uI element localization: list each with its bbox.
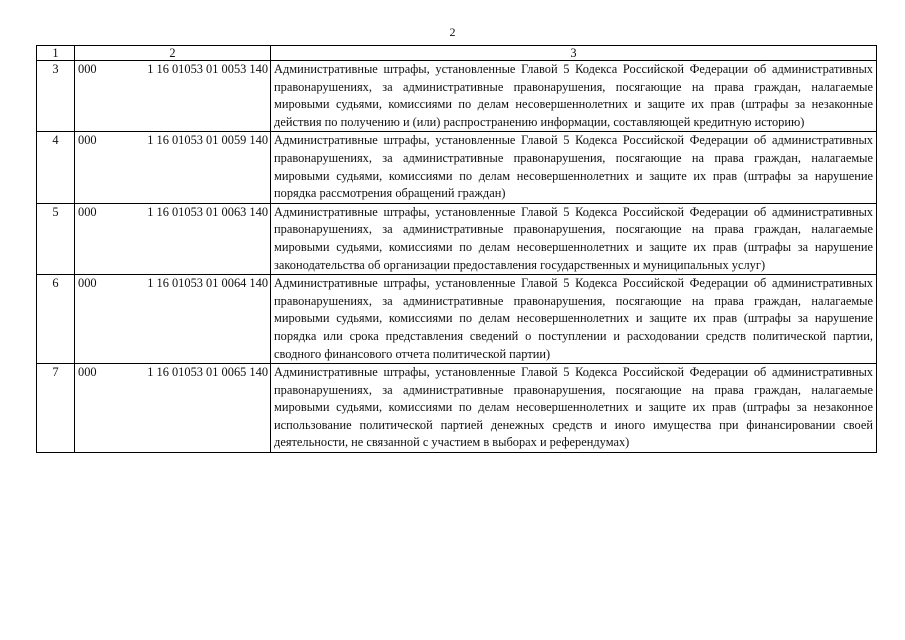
budget-classification-code: 1 16 01053 01 0064 140: [119, 275, 271, 364]
row-number: 4: [37, 132, 75, 203]
admin-code: 000: [75, 275, 119, 364]
table-row: [37, 364, 877, 453]
table-row: [37, 275, 877, 364]
page-number: 2: [449, 25, 456, 39]
row-number: 5: [37, 203, 75, 274]
budget-classification-code: 1 16 01053 01 0065 140: [119, 364, 271, 453]
row-description: Административные штрафы, установленные Главой 5 Кодекса Российской Федерации об административных правонарушениях, за административные правонарушения, посягающие на права граждан, налагаемые мировыми судьями, комиссиями по делам несовершеннолетних и защите их прав (штрафы за нарушение порядка рассмотрения обращений граждан): [271, 132, 877, 203]
admin-code: 000: [75, 132, 119, 203]
admin-code: 000: [75, 203, 119, 274]
row-description: Административные штрафы, установленные Главой 5 Кодекса Российской Федерации об административных правонарушениях, за административные правонарушения, посягающие на права граждан, налагаемые мировыми судьями, комиссиями по делам несовершеннолетних и защите их прав (штрафы за незаконные действия по получению и (или) распространению информации, составляющей кредитную историю): [271, 61, 877, 132]
admin-code: 000: [75, 364, 119, 453]
budget-classification-code: 1 16 01053 01 0053 140: [119, 61, 271, 132]
table-row: [37, 203, 877, 274]
header-col-2: 2: [75, 46, 271, 61]
table-row: [37, 61, 877, 132]
row-description: Административные штрафы, установленные Главой 5 Кодекса Российской Федерации об административных правонарушениях, за административные правонарушения, посягающие на права граждан, налагаемые мировыми судьями, комиссиями по делам несовершеннолетних и защите их прав (штрафы за незаконное использование политической партией денежных средств и иного имущества при финансировании своей деятельности, не связанной с участием в выборах и референдумах): [271, 364, 877, 453]
table-header-row: [37, 46, 877, 61]
row-description: Административные штрафы, установленные Главой 5 Кодекса Российской Федерации об административных правонарушениях, за административные правонарушения, посягающие на права граждан, налагаемые мировыми судьями, комиссиями по делам несовершеннолетних и защите их прав (штрафы за нарушение порядка или срока представления сведений о поступлении и расходовании средств политической партии, сводного финансового отчета политической партии): [271, 275, 877, 364]
budget-codes-table: [36, 45, 877, 453]
row-number: 3: [37, 61, 75, 132]
budget-classification-code: 1 16 01053 01 0063 140: [119, 203, 271, 274]
header-col-3: 3: [271, 46, 877, 61]
header-col-1: 1: [37, 46, 75, 61]
row-number: 7: [37, 364, 75, 453]
row-number: 6: [37, 275, 75, 364]
row-description: Административные штрафы, установленные Главой 5 Кодекса Российской Федерации об административных правонарушениях, за административные правонарушения, посягающие на права граждан, налагаемые мировыми судьями, комиссиями по делам несовершеннолетних и защите их прав (штрафы за нарушение законодательства об организации предоставления государственных и муниципальных услуг): [271, 203, 877, 274]
admin-code: 000: [75, 61, 119, 132]
table-row: [37, 132, 877, 203]
budget-classification-code: 1 16 01053 01 0059 140: [119, 132, 271, 203]
